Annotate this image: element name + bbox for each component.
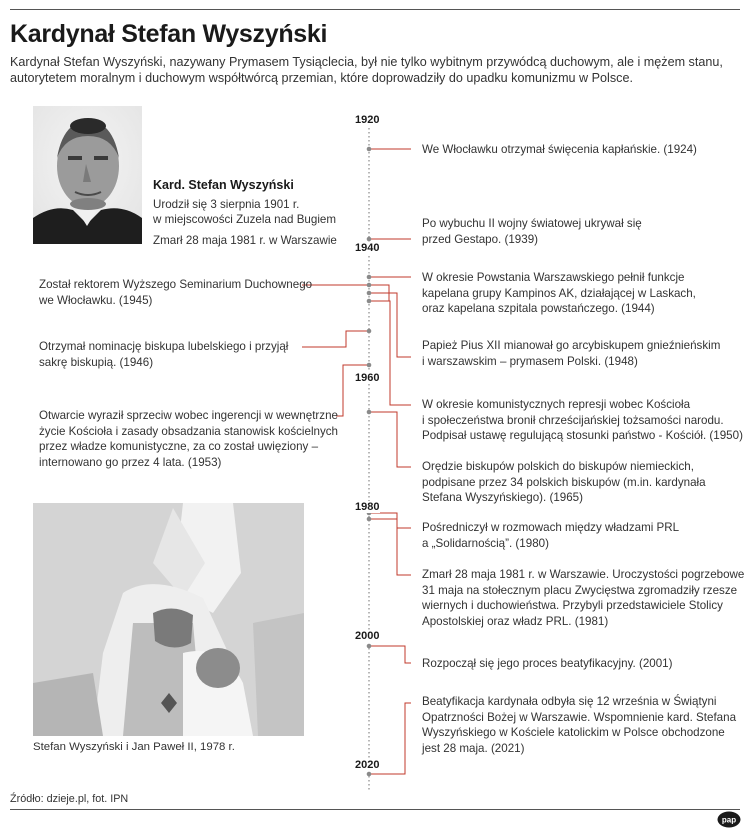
event-1981: Zmarł 28 maja 1981 r. w Warszawie. Uroczystości pogrzebowe 31 maja na stołecznym placu Zwycięstwa zgromadziły rzesze wiernych i duchowieństwa. Przybyli przedstawiciele Stolicy Apostolskiej oraz władz PRL. (1981) [422,568,745,628]
connector-1981 [369,519,411,575]
event-1939: Po wybuchu II wojny światowej ukrywał się przed Gestapo. (1939) [422,217,642,246]
event-1948: Papież Pius XII mianował go arcybiskupem gnieźnieńskim i warszawskim – prymasem Polski. (1948) [422,339,721,368]
event-1945: Został rektorem Wyższego Seminarium Duchownego we Włocławku. (1945) [39,278,313,307]
event-2001: Rozpoczął się jego proces beatyfikacyjny. (2001) [422,657,673,670]
portrait-name: Kard. Stefan Wyszyński [153,178,294,192]
year-label-1980: 1980 [355,501,380,513]
photo-caption: Stefan Wyszyński i Jan Paweł II, 1978 r. [33,741,235,753]
page-title: Kardynał Stefan Wyszyński [10,20,328,48]
historic-photo [33,503,304,736]
event-1946: Otrzymał nominację biskupa lubelskiego i przyjął sakrę biskupią. (1946) [39,340,289,369]
connector-1950 [369,301,411,405]
svg-text:pap: pap [721,815,737,825]
year-label-1940: 1940 [355,242,380,254]
source-note: Źródło: dzieje.pl, fot. IPN [10,793,129,805]
year-label-2020: 2020 [355,759,380,771]
portrait-born-line-2: w miejscowości Zuzela nad Bugiem [153,213,336,226]
intro-paragraph: Kardynał Stefan Wyszyński, nazywany Prymasem Tysiąclecia, był nie tylko wybitnym przywódcą duchowym, ale i mężem stanu, autorytetem moralnym i duchowym współtwórcą przemian, które doprowadziły do upadku komunizmu w Polsce. [10,55,723,85]
event-1950: W okresie komunistycznych represji wobec Kościoła i społeczeństwa bronił chrześcijańskiej tożsamości narodu. Podpisał ustawę regulującą stosunki państwo - Kościół. (1950) [422,398,743,443]
event-1980: Pośredniczył w rozmowach między władzami PRL a „Solidarnością”. (1980) [422,521,680,550]
connector-1965 [369,412,411,467]
event-2021: Beatyfikacja kardynała odbyła się 12 września w Świątyni Opatrzności Bożej w Warszawie. Wspomnienie kard. Stefana Wyszyńskiego w Kościele katolickim w Polsce obchodzone jest 28 maja. (2021) [422,695,737,755]
event-1924: We Włocławku otrzymał święcenia kapłańskie. (1924) [422,143,697,156]
portrait-died-line: Zmarł 28 maja 1981 r. w Warszawie [153,234,337,247]
portrait-born-line-1: Urodził się 3 sierpnia 1901 r. [153,198,300,211]
year-label-1960: 1960 [355,372,380,384]
event-1953: Otwarcie wyraził sprzeciw wobec ingerencji w wewnętrzne życie Kościoła i zasady obsadzania stanowisk kościelnych przez władze komunistyczne, za co został uwięziony – internowano go przez 4 lata. (1953) [39,409,339,469]
bottom-rule [10,809,740,810]
connector-1946 [302,331,369,347]
connector-1980 [369,513,411,528]
event-1944: W okresie Powstania Warszawskiego pełnił funkcje kapelana grupy Kampinos AK, działającej w Laskach, oraz kapelana szpitala powstańczego. (1944) [422,271,696,316]
event-1965: Orędzie biskupów polskich do biskupów niemieckich, podpisane przez 34 polskich biskupów (m.in. kardynała Stefana Wyszyńskiego). (1965) [422,460,706,505]
year-label-2000: 2000 [355,630,380,642]
pap-logo-icon [717,811,741,828]
connector-2001 [369,646,411,663]
year-label-1920: 1920 [355,114,380,126]
